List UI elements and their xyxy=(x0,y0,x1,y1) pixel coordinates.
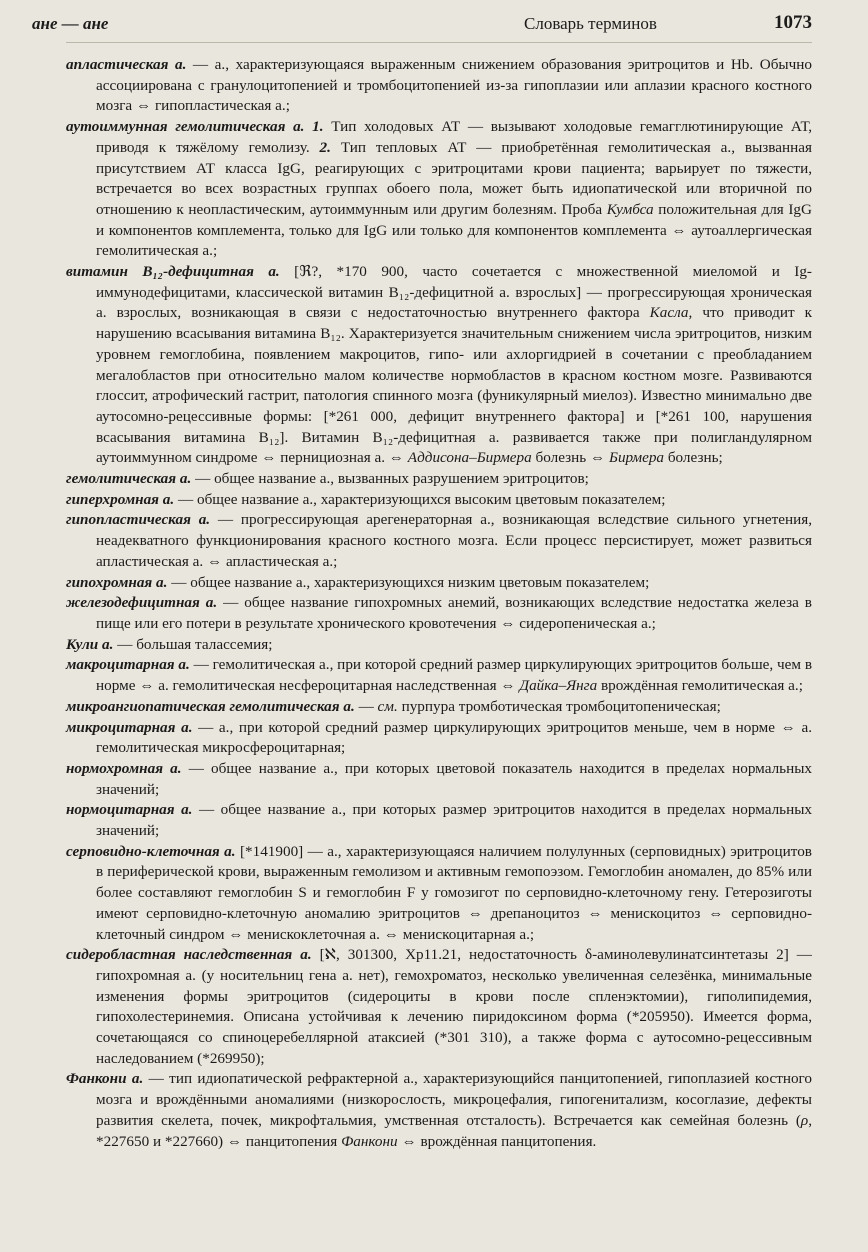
dictionary-entry xyxy=(66,593,812,634)
entry-term: железодефицитная а. xyxy=(66,594,218,612)
entry-term: серповидно-клеточная а. xyxy=(66,842,236,860)
entry-eponym: Бирмера xyxy=(609,449,665,467)
entry-sense-number: 1. xyxy=(304,118,324,136)
entry-term: витамин B₁₂-дефицитная а. xyxy=(66,263,280,281)
entry-text: — общее название а., характеризующихся низким цветовым показателем; xyxy=(167,573,650,591)
entry-text: — а., при которой средний размер циркулирующих эритроцитов меньше, чем в норме ⇔ а. гемолитическая микросфероцитарная; xyxy=(96,718,812,757)
dictionary-entry xyxy=(66,573,812,594)
entry-text: Тип тепловых АТ — приобретённая гемолитическая а., вызванная присутствием АТ класса IgG, реагирующих с эритроцитами крови пациента; варьирует по тяжести, встречается во всех возрастных группах обоего пола, может быть идиопатической или вторичной по отношению к неопластическим, аутоиммунным или другим болезням. Проба xyxy=(96,138,812,218)
entry-text: — прогрессирующая арегенераторная а., возникающая вследствие сильного угнетения, неадекватного функционирования красного костного мозга. Если процесс персистирует, может развиться апластическая а. ⇔ апластическая а.; xyxy=(96,511,812,570)
entry-text: Тип холодовых АТ — вызывают холодовые гемагглютинирующие АТ, приводя к тяжёлому гемолизу. xyxy=(96,118,813,156)
entry-text: — гемолитическая а., при которой средний размер циркулирующих эритроцитов больше, чем в норме ⇔ а. гемолитическая несфероцитарная наследственная ⇔ xyxy=(96,656,812,695)
dictionary-entry xyxy=(66,262,812,469)
entry-term: нормоцитарная а. xyxy=(66,801,193,819)
entry-text: — тип идиопатической рефрактерной а., характеризующийся панцитопенией, гипоплазией костного мозга и врождёнными аномалиями (низкорослость, микроцефалия, гипогенитализм, косоглазие, дефекты развития скелета, почек, микрофтальмия, умственная отсталость). Встречается как семейная болезнь ( xyxy=(96,1070,813,1129)
entry-text: — общее название а., при которых цветовой показатель находится в пределах нормальных значений; xyxy=(96,759,812,798)
running-header xyxy=(32,6,812,43)
dictionary-entry xyxy=(66,842,812,946)
entry-term: Кули а. xyxy=(66,635,114,653)
dictionary-entry xyxy=(66,655,812,696)
entry-text: — а., характеризующаяся выраженным снижением образования эритроцитов и Hb. Обычно ассоциирована с гранулоцитопенией и тромбоцитопенией из-за гипоплазии или аплазии красного костного мозга ⇔ гипопластическая а.; xyxy=(96,56,812,115)
entry-list xyxy=(66,55,812,1152)
entry-text: пурпура тромботическая тромбоцитопеническая; xyxy=(397,697,721,715)
dictionary-entry xyxy=(66,117,812,262)
dictionary-entry xyxy=(66,759,812,800)
entry-text: — общее название а., характеризующихся высоким цветовым показателем; xyxy=(174,490,666,508)
dictionary-entry xyxy=(66,1069,812,1152)
entry-text: — общее название а., при которых размер эритроцитов находится в пределах нормальных значений; xyxy=(96,801,813,840)
dictionary-entry xyxy=(66,469,812,490)
dictionary-entry xyxy=(66,718,812,759)
entry-text: , *227650 и *227660) ⇔ панцитопения xyxy=(96,1111,812,1150)
entry-term: апластическая а. xyxy=(66,56,187,73)
entry-eponym: ρ xyxy=(800,1111,809,1129)
entry-text: — большая талассемия; xyxy=(113,635,273,653)
entry-term: Фанкони а. xyxy=(66,1070,144,1088)
entry-term: гипохромная а. xyxy=(66,573,168,591)
dictionary-entry xyxy=(66,945,812,1069)
dictionary-entry xyxy=(66,510,812,572)
entry-eponym: Кумбса xyxy=(606,200,654,218)
entry-term: аутоиммунная гемолитическая а. xyxy=(66,118,305,136)
dictionary-entry xyxy=(66,800,812,841)
entry-term: гипопластическая а. xyxy=(66,511,211,529)
entry-term: гемолитическая а. xyxy=(66,470,192,488)
entry-text: положительная для IgG и компонентов комплемента, только для IgG или только для компонентов комплемента ⇔ аутоаллергическая гемолитическая а.; xyxy=(96,200,812,260)
entry-eponym: Фанкони xyxy=(341,1132,398,1150)
header-section-title: Словарь терминов xyxy=(524,14,657,33)
entry-term: микроцитарная а. xyxy=(66,718,193,736)
entry-eponym: Дайка–Янга xyxy=(519,677,598,695)
dictionary-entry xyxy=(66,697,812,718)
dictionary-entry xyxy=(66,55,812,117)
entry-text: — общее название а., вызванных разрушением эритроцитов; xyxy=(191,470,589,488)
page-number: 1073 xyxy=(774,12,812,33)
entry-text: ⇔ врождённая панцитопения. xyxy=(397,1132,597,1150)
entry-term: сидеробластная наследственная а. xyxy=(66,946,312,964)
entry-term: микроангиопатическая гемолитическая а. xyxy=(66,697,355,715)
entry-text: , что приводит к нарушению всасывания витамина B₁₂. Характеризуется значительным снижением числа эритроцитов, низким уровнем гемоглобина, появлением макроцитов, гипо- или ахлоргидрией в сочетании с преобладанием мегалобластов при относительно малом количестве нормобластов в красном костном мозге. Развиваются глоссит, атрофический гастрит, патология спинного мозга (фуникулярный миелоз). Известно минимально две аутосомно-рецессивные формы: [*261 000, дефицит внутреннего фактора] и [*261 100, нарушения всасывания витамина B₁₂]. Витамин B₁₂-дефицитная а. развивается также при полигландулярном аутоиммунном синдроме ⇔ пернициозная а. ⇔ xyxy=(96,304,812,467)
header-guide-words: ане — ане xyxy=(32,14,109,33)
entry-eponym: Аддисона–Бирмера xyxy=(407,449,532,467)
entry-eponym: Касла xyxy=(649,304,689,322)
cross-reference-marker: см. xyxy=(377,697,398,715)
entry-text: болезнь; xyxy=(664,449,723,467)
entry-text: — xyxy=(354,697,378,715)
dictionary-entry xyxy=(66,490,812,511)
entry-text: [*141900] — а., характеризующаяся наличием полулунных (серповидных) эритроцитов в периферической крови, выраженным гемолизом и активным гемопоэзом. Гемоглобин аномален, до 85% или более составляют гемоглобин S и гемоглобин F у гомозигот по серповидно-клеточному гену. Гетерозиготы имеют серповидно-клеточную аномалию эритроцитов ⇔ дрепаноцитоз ⇔ менискоцитоз ⇔ серповидно-клеточный синдром ⇔ менискоклеточная а. ⇔ менискоцитарная а.; xyxy=(96,842,812,943)
entry-sense-number: 2. xyxy=(309,138,331,156)
entry-term: нормохромная а. xyxy=(66,759,182,777)
entry-text: [ℜ?, *170 900, часто сочетается с множественной миеломой и Ig-иммунодефицитами, классической витамин B₁₂-дефицитной а. взрослых] — прогрессирующая хроническая а. взрослых, возникающая в связи с недостаточностью внутреннего фактора xyxy=(96,263,812,322)
dictionary-entry xyxy=(66,635,812,656)
entry-text: врождённая гемолитическая а.; xyxy=(597,677,803,695)
entry-text: — общее название гипохромных анемий, возникающих вследствие недостатка железа в пище или его потери в результате хронического кровотечения ⇔ сидеропеническая а.; xyxy=(96,594,812,632)
entry-text: болезнь ⇔ xyxy=(531,449,609,467)
entry-term: макроцитарная а. xyxy=(66,656,190,674)
entry-term: гиперхромная а. xyxy=(66,490,175,508)
entry-text: [ℵ, 301300, Xp11.21, недостаточность δ-аминолевулинатсинтетазы 2] — гипохромная а. (у носительниц гена а. нет), гемохроматоз, несколько увеличенная селезёнка, минимальные изменения формы эритроцитов (сидероциты в крови после спленэктомии), гиполипидемия, гипохолестеринемия. Описана устойчивая к лечению пиридоксином форма (*205950). Имеется форма, сочетающаяся со спиноцеребеллярной атаксией (*301 310), а также форма с аутосомно-рецессивным наследованием (*269950); xyxy=(96,946,812,1067)
